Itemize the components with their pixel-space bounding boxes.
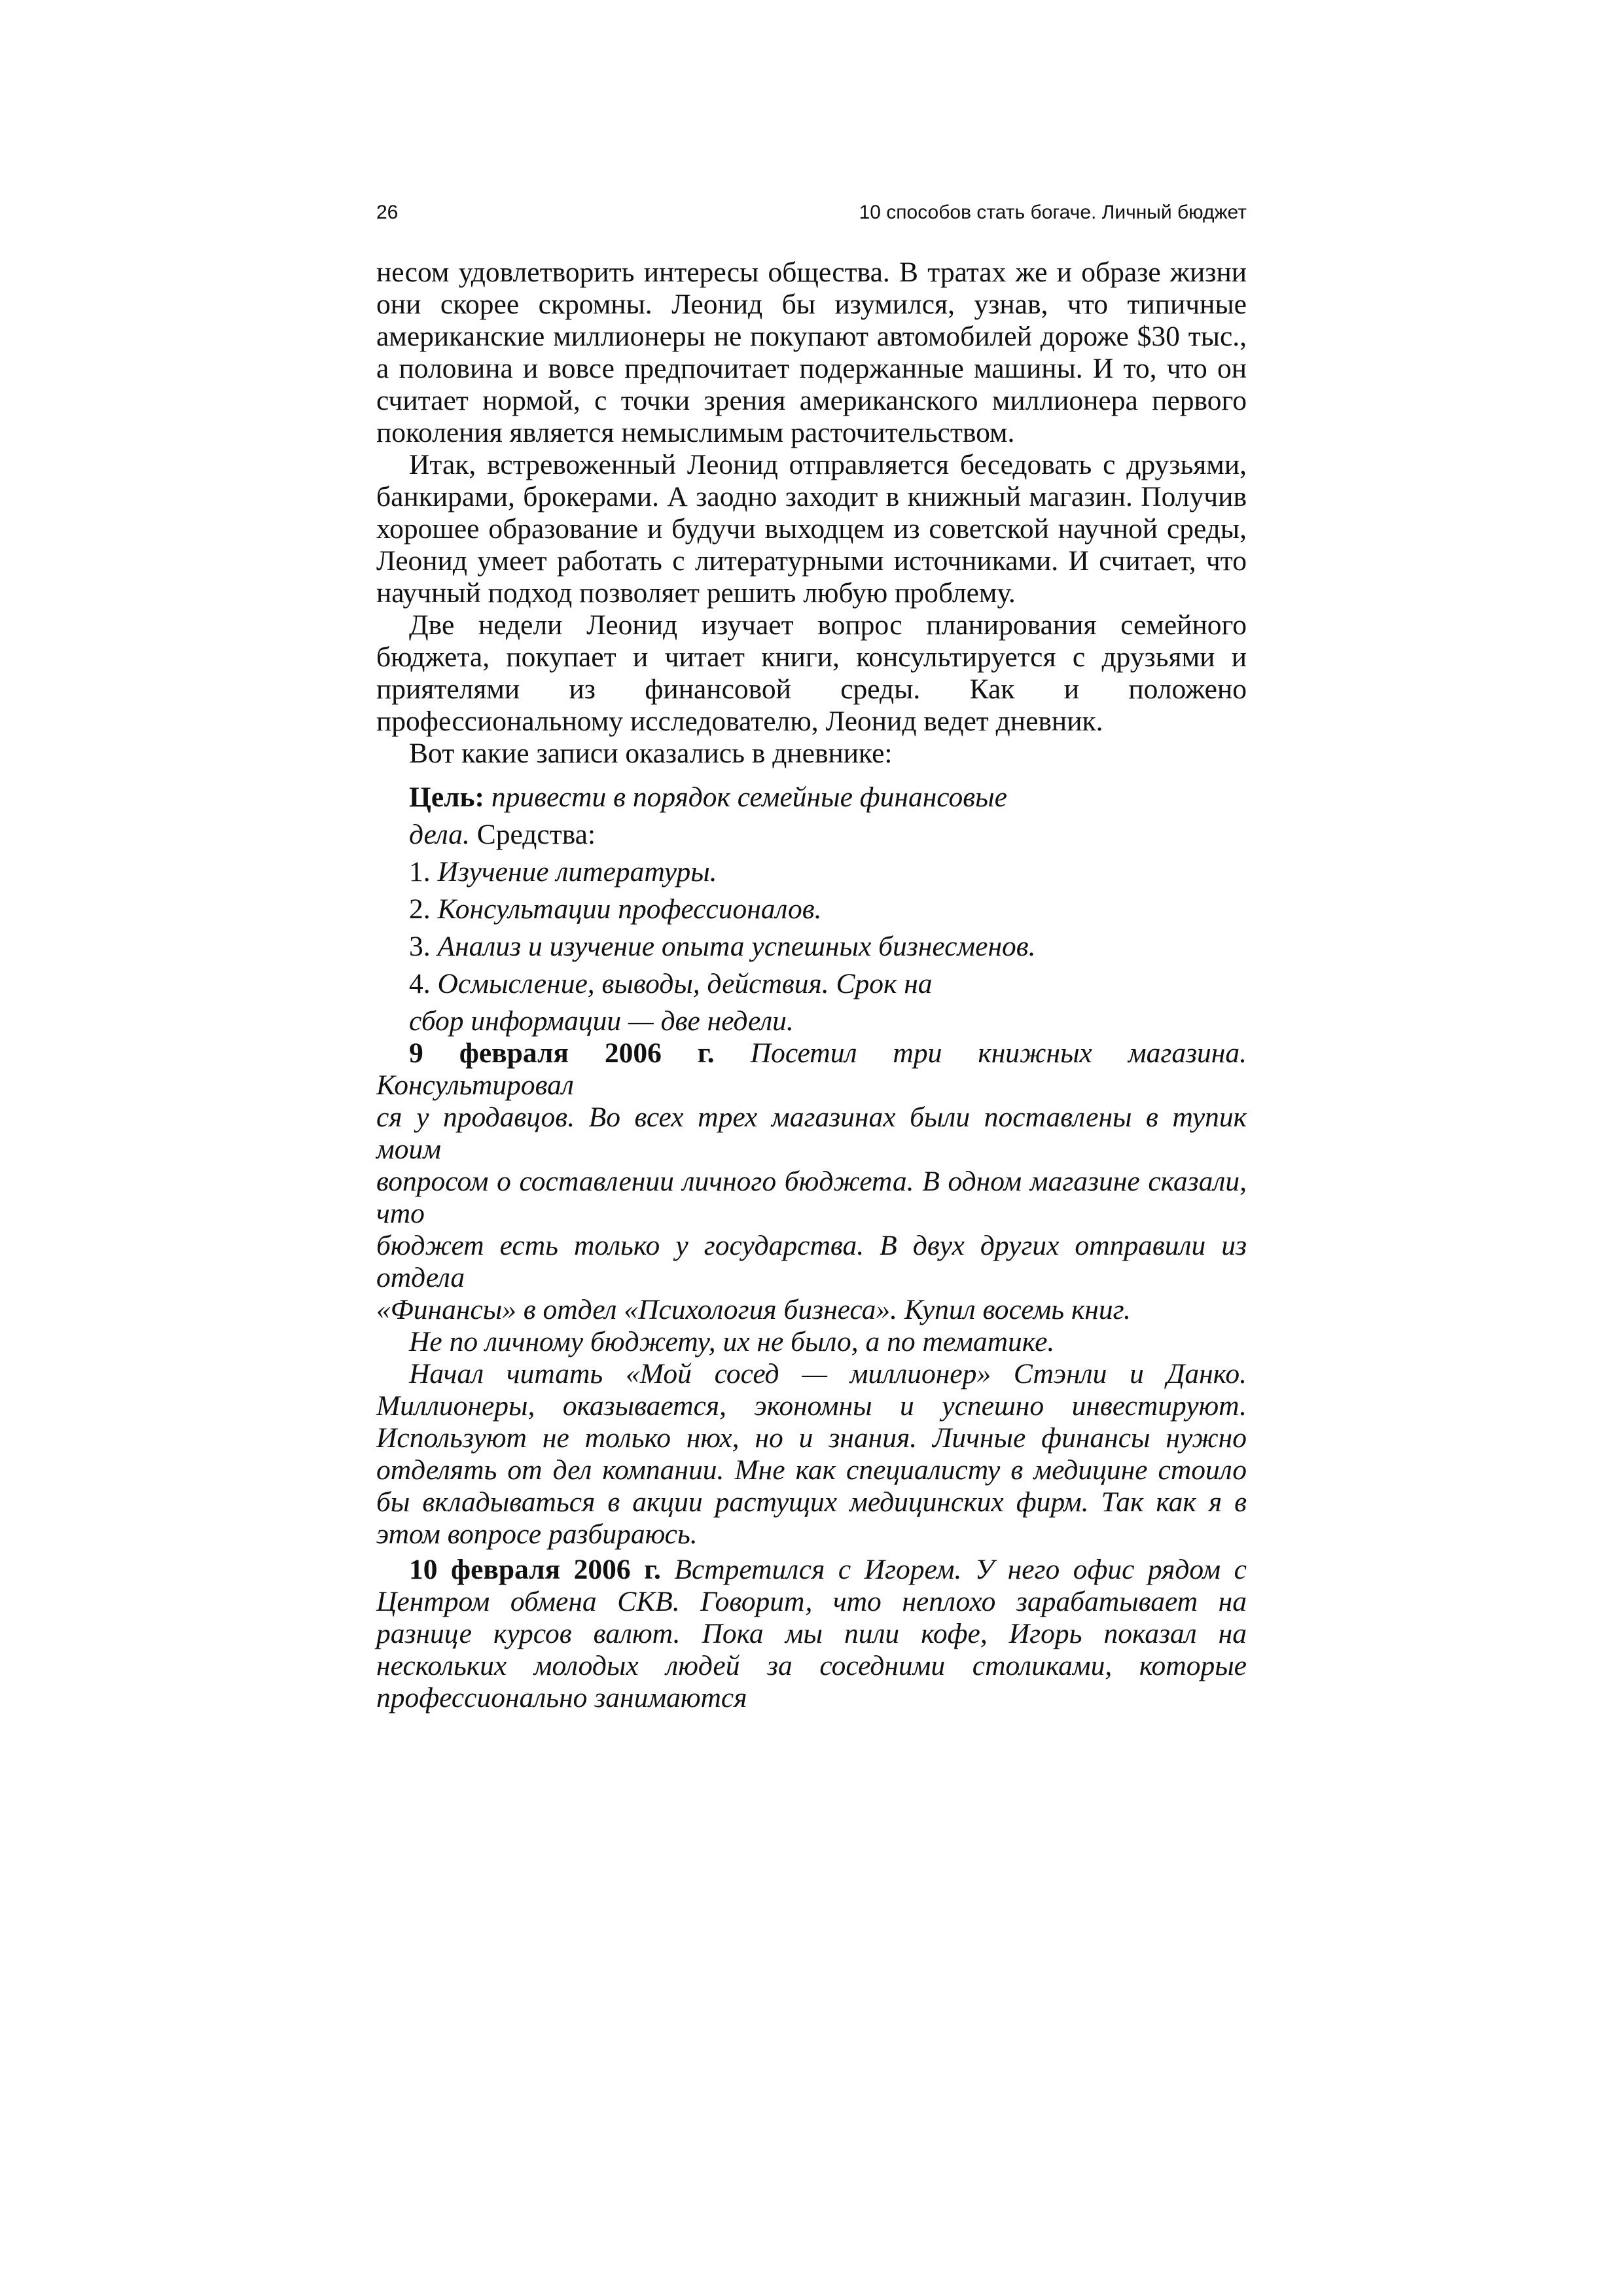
paragraph-1: несом удовлетворить интересы общества. В тратах же и образе жизни они скорее скромны. Леонид бы изумился, узнав, что типичные американские миллионеры не покупают автомобилей дороже $30 тыс., а половина и вовсе предпочитает подержанные машины. И то, что он считает нормой, с точки зрения американского миллионера первого поколения является немыслимым расточительством. — [376, 257, 1247, 448]
page-body — [376, 257, 1247, 1714]
item1-num: 1. — [409, 856, 431, 888]
diary-entry-1-line-5 — [376, 1294, 1247, 1326]
d1-p2: Начал читать «Мой сосед — миллионер» Стэнли и Данко. Миллионеры, оказывается, экономны и успешно инвестируют. Используют не только нюх, но и знания. Личные финансы нужно отделять от дел компании. Мне как специалисту в медицине стоило бы вкладываться в акции растущих медицинских фирм. Так как я в этом вопросе разбираюсь. — [376, 1358, 1247, 1550]
item4-text: Осмысление, выводы, действия. Срок на — [430, 968, 933, 999]
d1-l2: ся у продавцов. Во всех трех магазинах были поставлены в тупик моим — [376, 1102, 1247, 1165]
item2-num: 2. — [409, 893, 431, 925]
list-item-1 — [376, 856, 1247, 888]
goal-cont: дела. — [409, 819, 470, 850]
diary-entry-1-line-2 — [376, 1102, 1247, 1166]
item3-num: 3. — [409, 931, 431, 962]
d1-l1: Посетил три книжных магазина. Консультировал — [376, 1037, 1247, 1101]
diary-entry-1-line-1 — [376, 1037, 1247, 1102]
diary-date-1: 9 февраля 2006 г. — [409, 1037, 715, 1069]
d1-l6: Не по личному бюджету, их не было, а по тематике. — [409, 1326, 1055, 1357]
diary-entry-1-line-6 — [376, 1326, 1247, 1358]
goal-label: Цель: — [409, 781, 485, 813]
paragraph-4: Вот какие записи оказались в дневнике: — [409, 738, 893, 769]
diary-date-2: 10 февраля 2006 г. — [409, 1554, 661, 1585]
diary-entry-1-line-4 — [376, 1230, 1247, 1294]
goal-text: привести в порядок семейные финансовые — [484, 781, 1007, 813]
item2-text: Консультации профессионалов. — [430, 893, 822, 925]
item1-text: Изучение литературы. — [430, 856, 717, 888]
diary-entry-1-paragraph-2 — [376, 1358, 1247, 1551]
diary-entry-2 — [376, 1554, 1247, 1714]
means-label: Средства: — [469, 819, 596, 850]
paragraph-3: Две недели Леонид изучает вопрос планирования семейного бюджета, покупает и читает книги, консультируется с друзьями и приятелями из финансовой среды. Как и положено профессиональному исследователю, Леонид ведет дневник. — [376, 609, 1247, 737]
item3-text: Анализ и изучение опыта успешных бизнесменов. — [430, 931, 1036, 962]
d1-l3: вопросом о составлении личного бюджета. В одном магазине сказали, что — [376, 1166, 1247, 1229]
list-item-2 — [376, 893, 1247, 925]
d1-l5: «Финансы» в отдел «Психология бизнеса». Купил восемь книг. — [376, 1294, 1131, 1325]
list-item-4-continuation — [376, 1005, 1247, 1037]
goal-continuation — [376, 821, 1247, 848]
goal-line — [376, 781, 1247, 813]
running-title: 10 способов стать богаче. Личный бюджет — [859, 202, 1247, 223]
diary-entry-1-line-3 — [376, 1166, 1247, 1230]
list-item-4 — [376, 968, 1247, 999]
item4-cont: сбор информации — две недели. — [409, 1005, 794, 1037]
d2-text: Встретился с Игорем. У него офис рядом с Центром обмена СКВ. Говорит, что неплохо зарабатывает на разнице курсов валют. Пока мы пили кофе, Игорь показал на нескольких молодых людей за соседними столиками, которые профессионально занимаются — [376, 1554, 1247, 1713]
page-number: 26 — [376, 202, 399, 223]
page-header — [376, 196, 1247, 229]
list-item-3 — [376, 933, 1247, 960]
d1-l4: бюджет есть только у государства. В двух других отправили из отдела — [376, 1230, 1247, 1293]
paragraph-2: Итак, встревоженный Леонид отправляется беседовать с друзьями, банкирами, брокерами. А заодно заходит в книжный магазин. Получив хорошее образование и будучи выходцем из советской научной среды, Леонид умеет работать с литературными источниками. И считает, что научный подход позволяет решить любую проблему. — [376, 449, 1247, 609]
item4-num: 4. — [409, 968, 431, 999]
